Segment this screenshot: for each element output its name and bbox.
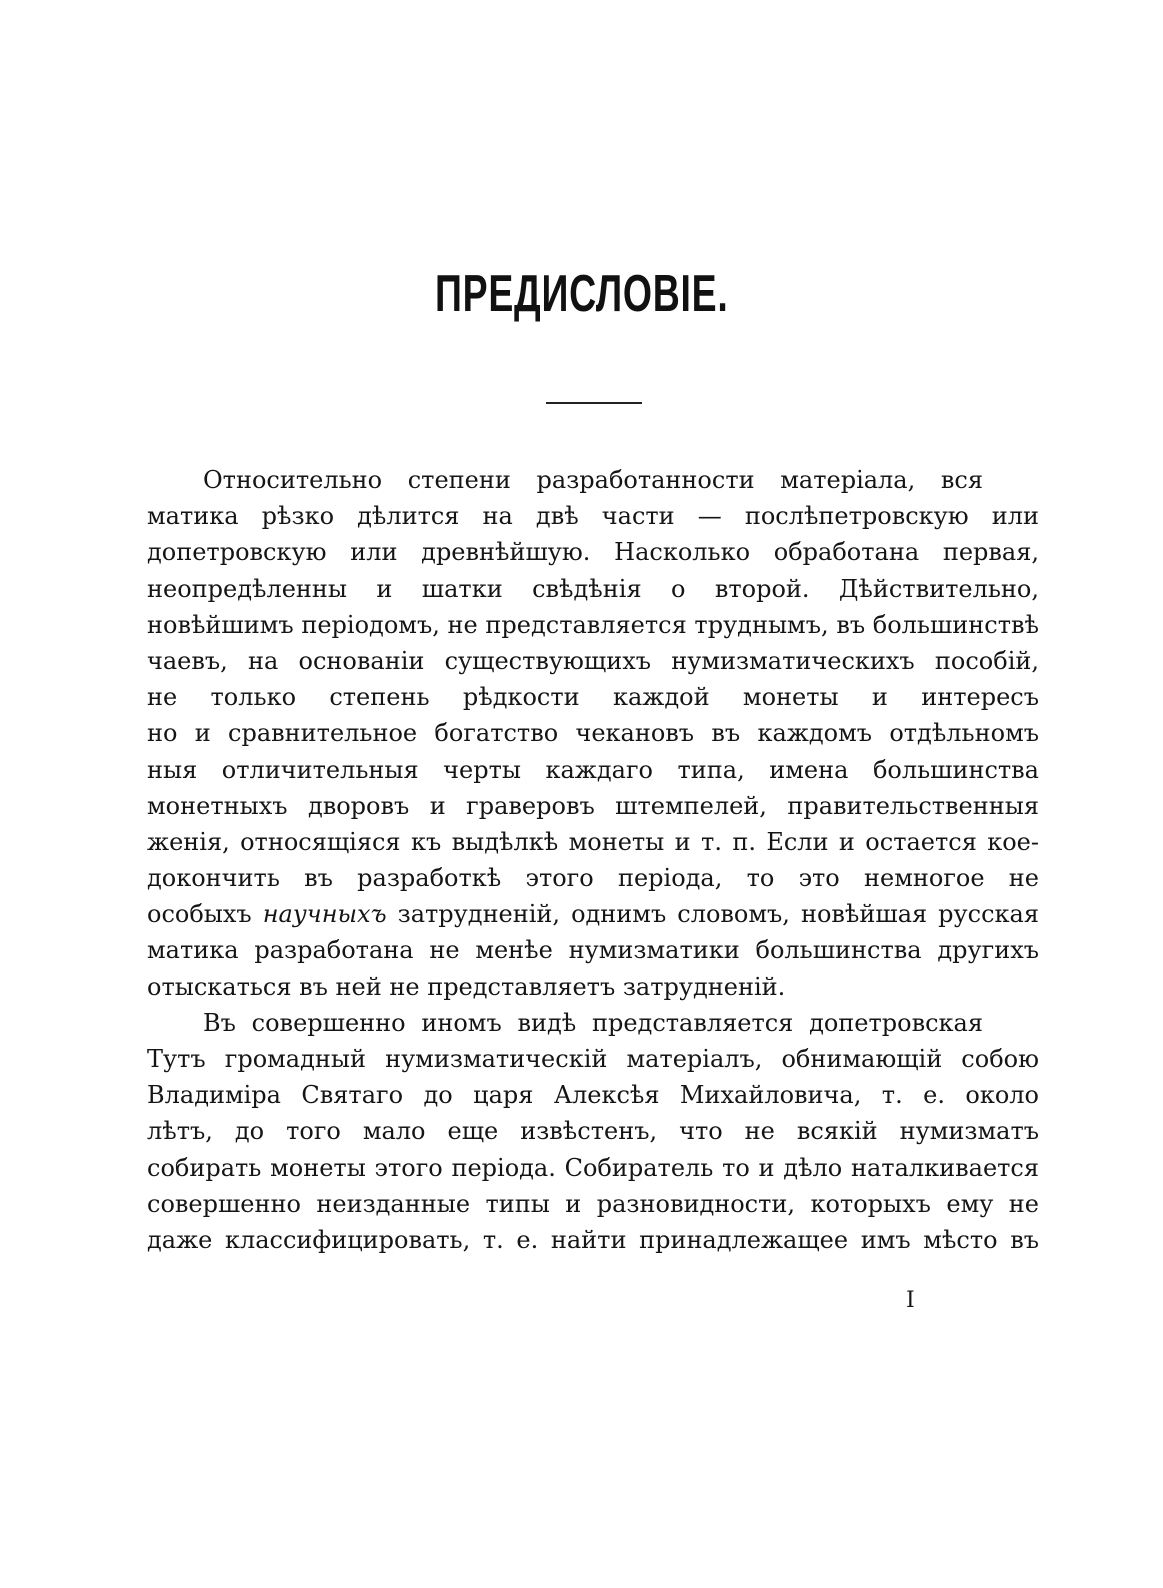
text-line bbox=[147, 788, 1039, 824]
text-line-content: Владиміра Святаго до царя Алексѣя Михайловича, т. е. около bbox=[147, 1081, 1039, 1110]
text-run: затрудненій, однимъ словомъ, новѣйшая русская bbox=[397, 900, 1039, 929]
text-line bbox=[147, 498, 1039, 534]
text-line bbox=[147, 896, 1039, 932]
text-line-content: Тутъ громадный нумизматическій матеріалъ, обнимающій собою bbox=[147, 1045, 1039, 1073]
text-line bbox=[147, 1222, 1039, 1258]
text-line-content: докончить въ разработкѣ этого періода, то это немногое не bbox=[147, 864, 1039, 893]
text-line-content: даже классифицировать, т. е. найти принадлежащее имъ мѣсто въ bbox=[147, 1225, 1039, 1254]
text-line-content: собирать монеты этого періода. Собиратель то и дѣло наталкивается bbox=[147, 1153, 1039, 1182]
text-run: особыхъ bbox=[147, 900, 252, 929]
preface-text bbox=[147, 462, 1039, 1258]
text-line bbox=[147, 1005, 1039, 1041]
text-line-content: но и сравнительное богатство чекановъ въ каждомъ отдѣльномъ bbox=[147, 719, 1039, 748]
text-line-content: чаевъ, на основаніи существующихъ нумизматическихъ пособій, bbox=[147, 646, 1039, 675]
text-line-content: матика рѣзко дѣлится на двѣ части — послѣпетровскую или bbox=[147, 502, 1039, 531]
text-line-content: матика разработана не менѣе нумизматики большинства другихъ bbox=[147, 936, 1039, 965]
text-line bbox=[147, 969, 1039, 1005]
page-number: I bbox=[906, 1288, 915, 1313]
text-line bbox=[147, 571, 1039, 607]
text-line bbox=[147, 1077, 1039, 1113]
text-line-content: совершенно неизданные типы и разновидности, которыхъ ему не bbox=[147, 1189, 1039, 1218]
text-line bbox=[147, 1041, 1039, 1077]
title-rule bbox=[546, 402, 642, 404]
text-line bbox=[147, 534, 1039, 570]
text-line-content: допетровскую или древнѣйшую. Насколько обработана первая, bbox=[147, 538, 1039, 567]
text-line bbox=[147, 1150, 1039, 1186]
text-line bbox=[147, 643, 1039, 679]
text-line bbox=[147, 715, 1039, 751]
text-line bbox=[147, 607, 1039, 643]
italic-word: научныхъ bbox=[262, 900, 387, 929]
text-line bbox=[147, 1113, 1039, 1149]
text-line-content: Относительно степени разработанности матеріала, вся bbox=[203, 466, 983, 494]
text-line bbox=[147, 932, 1039, 968]
text-line-content: ныя отличительныя черты каждаго типа, имена большинства bbox=[147, 755, 1039, 784]
text-line-content: новѣйшимъ періодомъ, не представляется труднымъ, въ большинствѣ bbox=[147, 610, 1039, 639]
text-line bbox=[147, 860, 1039, 896]
text-line-content: Въ совершенно иномъ видѣ представляется допетровская bbox=[203, 1008, 983, 1037]
text-line-content: женія, относящіяся къ выдѣлкѣ монеты и т. п. Если и остается кое- bbox=[147, 827, 1039, 856]
text-line-content: монетныхъ дворовъ и граверовъ штемпелей, правительственныя bbox=[147, 791, 1039, 820]
page-title: ПРЕДИСЛОВІЕ. bbox=[434, 265, 729, 323]
text-line-content: не только степень рѣдкости каждой монеты и интересъ bbox=[147, 683, 1039, 712]
text-line-content: лѣтъ, до того мало еще извѣстенъ, что не всякій нумизматъ bbox=[147, 1117, 1039, 1146]
text-line-content bbox=[147, 896, 1039, 932]
text-line bbox=[147, 824, 1039, 860]
text-line-content: неопредѣленны и шатки свѣдѣнія о второй. Дѣйствительно, bbox=[147, 574, 1039, 603]
text-line bbox=[147, 679, 1039, 715]
text-line bbox=[147, 462, 1039, 498]
text-line bbox=[147, 1186, 1039, 1222]
text-line-content: отыскаться въ ней не представляетъ затрудненій. bbox=[147, 972, 786, 1001]
text-line bbox=[147, 752, 1039, 788]
